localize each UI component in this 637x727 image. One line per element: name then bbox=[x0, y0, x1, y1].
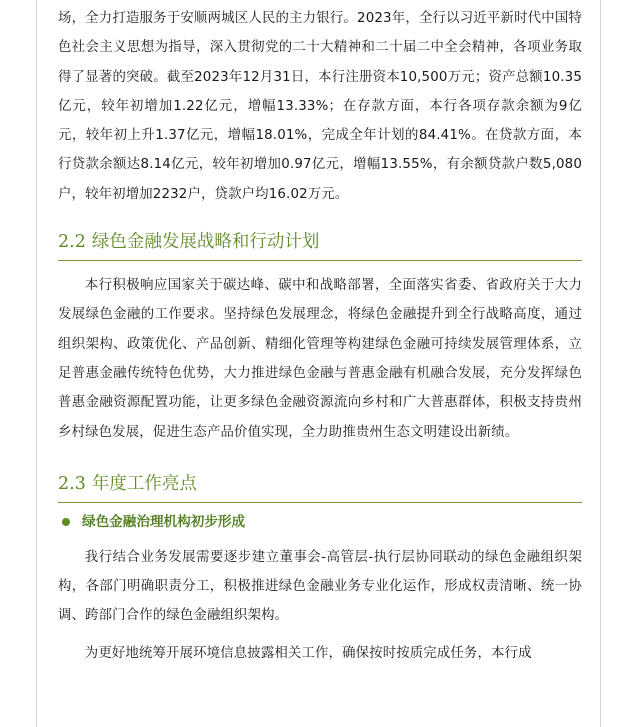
section-number: 2.2 bbox=[58, 232, 86, 253]
section-number: 2.3 bbox=[58, 473, 86, 494]
document-body bbox=[58, 4, 582, 668]
section-heading-2-2 bbox=[58, 227, 582, 261]
section-title: 年度工作亮点 bbox=[91, 473, 197, 494]
section-title: 绿色金融发展战略和行动计划 bbox=[91, 232, 320, 253]
paragraph-spacer bbox=[58, 631, 582, 639]
section-heading-2-3 bbox=[58, 469, 582, 503]
bullet-item bbox=[58, 507, 582, 537]
page-margin-line-left bbox=[36, 0, 37, 727]
intro-paragraph: 场，全力打造服务于安顺两城区人民的主力银行。2023年，全行以习近平新时代中国特色社会主义思想为指导，深入贯彻党的二十大精神和二十届二中全会精神，各项业务取得了显著的突破。截至2023年12月31日，本行注册资本10,500万元；资产总额10.35亿元，较年初增加1.22亿元，增幅13.33%；在存款方面，本行各项存款余额为9亿元，较年初上升1.37亿元，增幅18.01%，完成全年计划的84.41%。在贷款方面，本行贷款余额达8.14亿元，较年初增加0.97亿元，增幅13.55%，有余额贷款户数5,080户，较年初增加2232户，贷款户均16.02万元。 bbox=[58, 11, 582, 202]
section-2-3-paragraph-1: 我行结合业务发展需要逐步建立董事会-高管层-执行层协同联动的绿色金融组织架构，各部门明确职责分工，积极推进绿色金融业务专业化运作，形成权责清晰、统一协调、跨部门合作的绿色金融组织架构。 bbox=[58, 549, 582, 624]
bullet-item-label: 绿色金融治理机构初步形成 bbox=[82, 513, 246, 530]
section-2-3-paragraph-2: 为更好地统筹开展环境信息披露相关工作，确保按时按质完成任务，本行成 bbox=[84, 645, 532, 661]
filled-circle-bullet-icon bbox=[62, 518, 70, 526]
page-margin-line-right bbox=[600, 0, 601, 727]
section-2-2-paragraph: 本行积极响应国家关于碳达峰、碳中和战略部署，全面落实省委、省政府关于大力发展绿色金融的工作要求。坚持绿色发展理念，将绿色金融提升到全行战略高度，通过组织架构、政策优化、产品创新、精细化管理等构建绿色金融可持续发展管理体系，立足普惠金融传统特色优势，大力推进绿色金融与普惠金融有机融合发展，充分发挥绿色普惠金融资源配置功能，让更多绿色金融资源流向乡村和广大普惠群体，积极支持贵州乡村绿色发展，促进生态产品价值实现，全力助推贵州生态文明建设出新绩。 bbox=[58, 278, 582, 440]
